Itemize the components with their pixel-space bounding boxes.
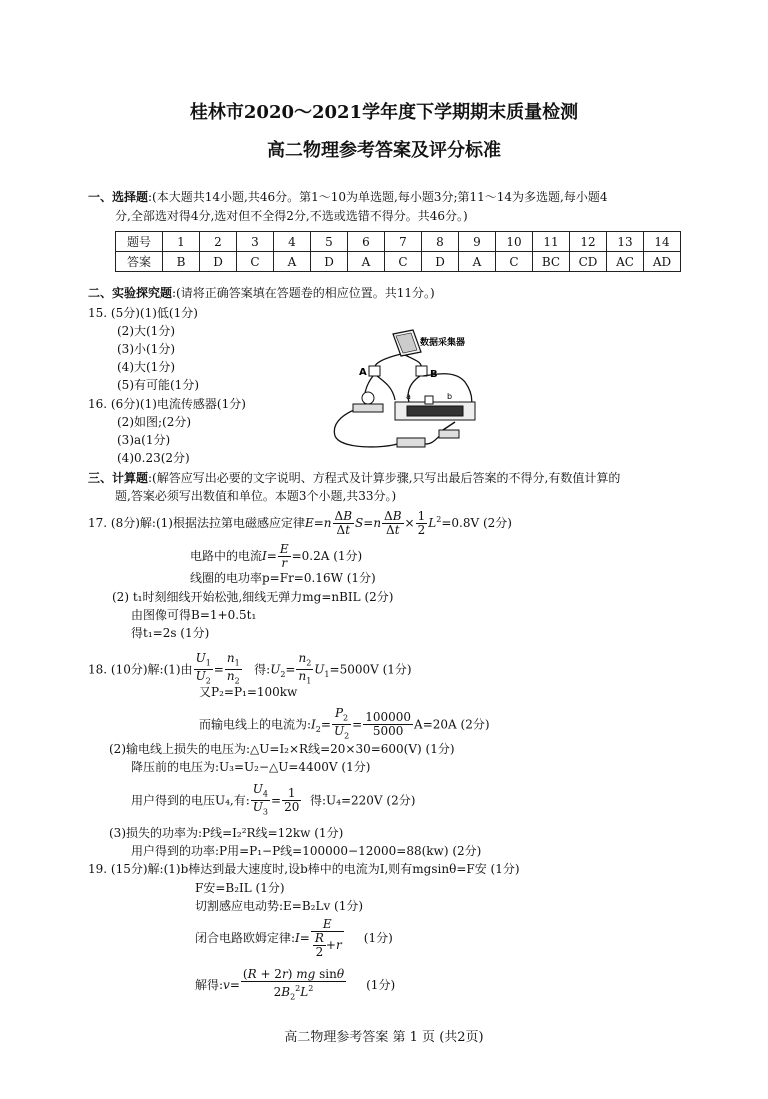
- q18-line8: 用户得到的功率:P用=P₁−P线=100000−12000=88(kw) (2分): [131, 844, 482, 858]
- q16-line: (2)如图;(2分): [117, 415, 192, 429]
- table-cell: 13: [607, 232, 644, 252]
- table-row: [116, 252, 681, 272]
- q17-line2: 电路中的电流I= $\frac{E}{r}$ =0.2A (1分): [190, 542, 363, 570]
- q15-line: (4)大(1分): [117, 360, 175, 374]
- q19-line3: 切割感应电动势:E=B₂Lv (1分): [195, 899, 364, 913]
- table-cell: BC: [533, 252, 570, 272]
- formula-fraction: $\frac{1}{2}$: [417, 509, 426, 537]
- q19-line1: 19. (15分)解:(1)b棒达到最大速度时,设b棒中的电流为I,则有mgsinθ=F安 (1分): [88, 862, 520, 876]
- table-cell: 8: [422, 232, 459, 252]
- table-cell: 6: [348, 232, 385, 252]
- page-title: 桂林市2020～2021学年度下学期期末质量检测: [189, 102, 579, 123]
- data-collector-icon: [393, 330, 421, 356]
- q16-line: (3)a(1分): [117, 433, 171, 447]
- table-cell: 4: [274, 232, 311, 252]
- page-footer: 高二物理参考答案 第 1 页 (共2页): [284, 1030, 484, 1045]
- table-cell: A: [348, 252, 385, 272]
- table-cell: 2: [200, 232, 237, 252]
- q19-line2: F安=B₂IL (1分): [195, 881, 285, 895]
- formula-fraction: $\frac{n_2}{n_1}$: [298, 651, 312, 686]
- table-cell: AD: [644, 252, 681, 272]
- section3-desc-line2: 题,答案必须写出数值和单位。本题3个小题,共33分。): [115, 489, 397, 503]
- table-cell: D: [422, 252, 459, 272]
- bulb-icon: [353, 392, 383, 412]
- switch-icon: [439, 422, 459, 438]
- formula-fraction: $\frac{E}{r}$: [279, 542, 289, 570]
- q18-line4: (2)输电线上损失的电压为:△U=I₂×R线=20×30=600(V) (1分): [109, 742, 455, 756]
- table-cell: C: [237, 252, 274, 272]
- label-sa: a: [406, 392, 411, 401]
- formula-fraction: $\frac{\Delta B}{\Delta t}$: [384, 509, 402, 537]
- q19-line4: 闭合电路欧姆定律:I= E $\frac{R}{2}$ +r (1分): [195, 917, 393, 959]
- q15-line: (2)大(1分): [117, 324, 175, 338]
- table-cell: 11: [533, 232, 570, 252]
- formula-fraction: $\frac{1}{20}$: [284, 786, 300, 815]
- table-row: [116, 232, 681, 252]
- table-cell: A: [274, 252, 311, 272]
- q17-line1: 17. (8分)解:(1)根据法拉第电磁感应定律E=n $\frac{\Delta B}{\Delta t}$ S=n $\frac{\Delta B}{\Delta t}$ × $\frac{1}{2}$ $L^2=0.8V$ (2分): [88, 509, 512, 537]
- table-cell: 3: [237, 232, 274, 252]
- section1-heading: 一、选择题: [88, 190, 149, 204]
- label-sb: b: [447, 392, 453, 401]
- q15-line: (3)小(1分): [117, 342, 175, 356]
- table-cell: 5: [311, 232, 348, 252]
- table-cell: CD: [570, 252, 607, 272]
- page-subtitle: 高二物理参考答案及评分标准: [267, 140, 501, 161]
- formula-fraction: $\frac{U_1}{U_2}$: [195, 651, 211, 686]
- battery-icon: [397, 438, 425, 447]
- q18-line2: 又P₂=P₁=100kw: [199, 685, 298, 699]
- table-cell: 14: [644, 232, 681, 252]
- section3-heading: 三、计算题: [88, 471, 149, 485]
- answer-table: [115, 231, 681, 272]
- q15-line: (5)有可能(1分): [117, 378, 199, 392]
- formula-fraction: E $\frac{R}{2}$ +r: [311, 918, 344, 959]
- formula-fraction: $\frac{\text{(R + 2r) mg sinθ}}{2B_2^2L^2}$: [242, 967, 345, 1002]
- table-cell: AC: [607, 252, 644, 272]
- formula-fraction: $\frac{100000}{5000}$: [365, 710, 412, 739]
- q16-line: (4)0.23(2分): [117, 451, 190, 465]
- table-header-cell: 题号: [116, 232, 163, 252]
- q16-line: 16. (6分)(1)电流传感器(1分): [88, 397, 246, 411]
- q19-line5: 解得:v= $\frac{\text{(R + 2r) mg sinθ}}{2B_2^2L^2}$ (1分): [195, 967, 396, 1002]
- table-cell: 7: [385, 232, 422, 252]
- table-cell: 10: [496, 232, 533, 252]
- table-cell: A: [459, 252, 496, 272]
- formula-fraction: $\frac{U_4}{U_3}$: [252, 782, 269, 817]
- q18-line5: 降压前的电压为:U₃=U₂−△U=4400V (1分): [131, 760, 371, 774]
- formula-fraction: $\frac{\Delta B}{\Delta t}$: [334, 509, 353, 537]
- table-header-cell: 答案: [116, 252, 163, 272]
- q17-line4: (2) t₁时刻细线开始松弛,细线无弹力mg=nBIL (2分): [112, 590, 394, 604]
- section2-desc: 二、实验探究题:(请将正确答案填在答题卷的相应位置。共11分。): [88, 286, 435, 300]
- formula-fraction: $\frac{n_1}{n_2}$: [226, 651, 240, 686]
- q17-line3: 线圈的电功率p=Fr=0.16W (1分): [190, 571, 376, 585]
- section3-desc-line1: 三、计算题:(解答应写出必要的文字说明、方程式及计算步骤,只写出最后答案的不得分,有数值计算的: [88, 471, 621, 485]
- section1-desc-line2: 分,全部选对得4分,选对但不全得2分,不选或选错不得分。共46分。): [115, 209, 468, 223]
- q18-line3: 而输电线上的电流为$:I_2=$ $\frac{P_2}{U_2}$ = $\frac{100000}{5000}$ A=20A (2分): [199, 706, 490, 741]
- q18-line7: (3)损失的功率为:P线=I₂²R线=12kw (1分): [109, 826, 344, 840]
- section2-heading: 二、实验探究题: [88, 286, 173, 300]
- q18-line1: 18. (10分)解:(1)由 $\frac{U_1}{U_2}$ = $\frac{n_1}{n_2}$ 得$:U_2=$ $\frac{n_2}{n_1}$ $U_1=5000V$ (1分): [88, 651, 412, 686]
- q15-line: 15. (5分)(1)低(1分): [88, 306, 198, 320]
- sensor-b-icon: [416, 366, 427, 376]
- label-a: A: [359, 367, 367, 378]
- table-cell: 9: [459, 232, 496, 252]
- q17-line6: 得t₁=2s (1分): [131, 626, 210, 640]
- q17-line5: 由图像可得B=1+0.5t₁: [131, 608, 257, 622]
- formula-fraction: $\frac{P_2}{U_2}$: [333, 706, 350, 741]
- q18-line6: 用户得到的电压U₄,有: $\frac{U_4}{U_3}$ = $\frac{1}{20}$ 得:U₄=220V (2分): [131, 782, 416, 817]
- table-cell: B: [163, 252, 200, 272]
- table-cell: 12: [570, 232, 607, 252]
- table-cell: 1: [163, 232, 200, 252]
- table-cell: D: [311, 252, 348, 272]
- table-cell: D: [200, 252, 237, 272]
- label-b: B: [430, 369, 438, 380]
- sensor-a-icon: [369, 366, 380, 376]
- table-cell: C: [385, 252, 422, 272]
- section1-desc-line1: 一、选择题:(本大题共14小题,共46分。第1～10为单选题,每小题3分;第11～14为多选题,每小题4: [88, 190, 608, 204]
- table-cell: C: [496, 252, 533, 272]
- circuit-diagram: [325, 326, 505, 456]
- device-label: 数据采集器: [420, 338, 466, 348]
